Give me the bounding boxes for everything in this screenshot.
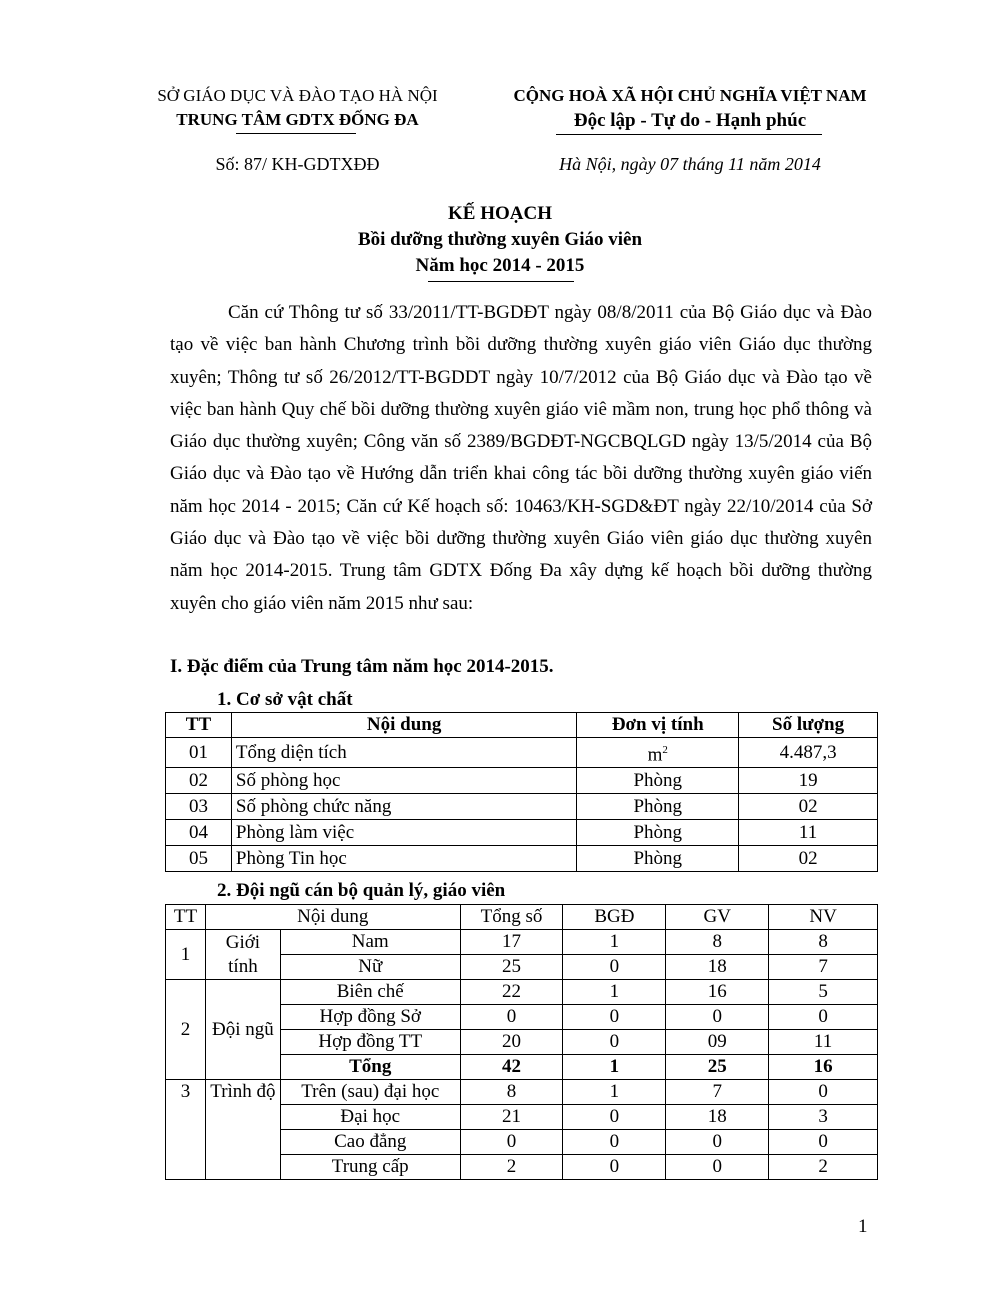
cell: 18 — [666, 1105, 769, 1130]
table-row — [166, 794, 878, 820]
intro-paragraph — [170, 297, 872, 620]
cell: 8 — [460, 1080, 563, 1105]
center-name: TRUNG TÂM GDTX ĐỐNG ĐA — [176, 110, 419, 129]
cell: Nữ — [280, 955, 460, 980]
table-header-row — [166, 713, 878, 738]
cell: 0 — [563, 1030, 666, 1055]
cell: 0 — [666, 1155, 769, 1180]
cell: 01 — [166, 738, 232, 768]
subsection-2-heading: 2. Đội ngũ cán bộ quản lý, giáo viên — [217, 880, 506, 901]
cell: 0 — [666, 1130, 769, 1155]
cell: 2 — [460, 1155, 563, 1180]
col-total: Tổng số — [460, 905, 563, 930]
cell: 25 — [666, 1055, 769, 1080]
table-row — [166, 980, 878, 1005]
cell: Trên (sau) đại học — [280, 1080, 460, 1105]
cell: Đại học — [280, 1105, 460, 1130]
cell: 04 — [166, 820, 232, 846]
group-label: Trình độ — [205, 1080, 280, 1180]
cell: 0 — [460, 1130, 563, 1155]
table-row — [166, 1080, 878, 1105]
cell — [577, 738, 739, 768]
cell: 1 — [563, 930, 666, 955]
group-label: Giới tính — [205, 930, 280, 980]
cell: Phòng — [577, 846, 739, 872]
cell: 8 — [769, 930, 878, 955]
col-quantity: Số lượng — [739, 713, 878, 738]
col-unit: Đơn vị tính — [577, 713, 739, 738]
cell: 17 — [460, 930, 563, 955]
cell: 20 — [460, 1030, 563, 1055]
table-row — [166, 820, 878, 846]
cell: Hợp đồng Sở — [280, 1005, 460, 1030]
cell: 0 — [460, 1005, 563, 1030]
cell: 0 — [563, 1130, 666, 1155]
cell: Phòng — [577, 820, 739, 846]
cell: Biên chế — [280, 980, 460, 1005]
table-row — [166, 738, 878, 768]
cell: 09 — [666, 1030, 769, 1055]
cell: Tổng — [280, 1055, 460, 1080]
cell: 18 — [666, 955, 769, 980]
col-tt: TT — [166, 905, 206, 930]
table-row — [166, 768, 878, 794]
cell: 1 — [563, 1080, 666, 1105]
country-name: CỘNG HOÀ XÃ HỘI CHỦ NGHĨA VIỆT NAM — [513, 86, 867, 105]
cell: Trung cấp — [280, 1155, 460, 1180]
cell: 11 — [769, 1030, 878, 1055]
cell: 21 — [460, 1105, 563, 1130]
subsection-1-heading: 1. Cơ sở vật chất — [217, 689, 353, 710]
staff-table — [165, 904, 878, 1180]
cell: 02 — [739, 794, 878, 820]
cell: 02 — [166, 768, 232, 794]
cell: 11 — [739, 820, 878, 846]
agency-name: SỞ GIÁO DỤC VÀ ĐÀO TẠO HÀ NỘI — [157, 86, 438, 105]
cell: 42 — [460, 1055, 563, 1080]
document-number: Số: 87/ KH-GDTXĐĐ — [215, 154, 380, 174]
cell: 16 — [666, 980, 769, 1005]
col-gv: GV — [666, 905, 769, 930]
group-number: 1 — [166, 930, 206, 980]
cell: 1 — [563, 1055, 666, 1080]
cell: 0 — [563, 1155, 666, 1180]
col-content: Nội dung — [231, 713, 576, 738]
motto-underline — [556, 134, 822, 135]
cell: 2 — [769, 1155, 878, 1180]
col-tt: TT — [166, 713, 232, 738]
col-content: Nội dung — [205, 905, 460, 930]
cell: 0 — [769, 1130, 878, 1155]
cell: 22 — [460, 980, 563, 1005]
cell: Phòng — [577, 768, 739, 794]
cell: Số phòng chức năng — [231, 794, 576, 820]
doc-title: KẾ HOẠCH — [448, 203, 552, 224]
intro-text: Căn cứ Thông tư số 33/2011/TT-BGDĐT ngày 08/8/2011 của Bộ Giáo dục và Đào tạo về việc ban hành Chương trình bồi dưỡng thường xuyên giáo viên Giáo dục thường xuyên; Thông tư số 26/2012/TT-BGDDT ngày 10/7/2012 của Bộ Giáo dục và Đào tạo về việc ban hành Quy chế bồi dưỡng thường xuyên giáo viê mầm non, trung học phổ thông và Giáo dục thường xuyên; Công văn số 2389/BGDĐT-NGCBQLGD ngày 13/5/2014 của Bộ Giáo dục và Đào tạo về Hướng dẫn triển khai công tác bồi dưỡng thường xuyên giáo viến năm học 2014 - 2015; Căn cứ Kế hoạch số: 10463/KH-SGD&ĐT ngày 22/10/2014 của Sở Giáo dục và Đào tạo về việc bồi dưỡng thường xuyên Giáo viên giáo dục thường xuyên năm học 2014-2015. Trung tâm GDTX Đống Đa xây dựng kế hoạch bồi dưỡng thường xuyên cho giáo viên năm 2015 như sau: — [170, 302, 872, 614]
cell: 0 — [563, 955, 666, 980]
cell: Phòng làm việc — [231, 820, 576, 846]
section-1-heading: I. Đặc điểm của Trung tâm năm học 2014-2015. — [170, 656, 554, 677]
unit-superscript: 2 — [662, 744, 668, 756]
cell: 4.487,3 — [739, 738, 878, 768]
motto: Độc lập - Tự do - Hạnh phúc — [573, 110, 807, 131]
col-nv: NV — [769, 905, 878, 930]
cell: 5 — [769, 980, 878, 1005]
cell: Phòng Tin học — [231, 846, 576, 872]
cell: Phòng — [577, 794, 739, 820]
center-name-underline — [236, 133, 356, 134]
cell: 0 — [769, 1080, 878, 1105]
page-number: 1 — [858, 1216, 868, 1237]
cell: Nam — [280, 930, 460, 955]
doc-year: Năm học 2014 - 2015 — [415, 255, 585, 276]
cell: 7 — [666, 1080, 769, 1105]
cell: 0 — [563, 1005, 666, 1030]
cell: 19 — [739, 768, 878, 794]
table-row — [166, 930, 878, 955]
cell: 8 — [666, 930, 769, 955]
cell: 7 — [769, 955, 878, 980]
document-date: Hà Nội, ngày 07 tháng 11 năm 2014 — [559, 154, 821, 174]
cell: Số phòng học — [231, 768, 576, 794]
table-header-row — [166, 905, 878, 930]
cell: 05 — [166, 846, 232, 872]
group-number: 3 — [166, 1080, 206, 1180]
cell: 25 — [460, 955, 563, 980]
group-label: Đội ngũ — [205, 980, 280, 1080]
cell: 3 — [769, 1105, 878, 1130]
cell: 1 — [563, 980, 666, 1005]
cell: 0 — [563, 1105, 666, 1130]
cell: 03 — [166, 794, 232, 820]
unit-text: m — [647, 744, 663, 766]
col-bgd: BGĐ — [563, 905, 666, 930]
table-row — [166, 846, 878, 872]
cell: 16 — [769, 1055, 878, 1080]
cell: 0 — [666, 1005, 769, 1030]
facilities-table — [165, 712, 878, 872]
cell: Cao đẳng — [280, 1130, 460, 1155]
cell: 02 — [739, 846, 878, 872]
group-number: 2 — [166, 980, 206, 1080]
cell: 0 — [769, 1005, 878, 1030]
cell: Tổng diện tích — [231, 738, 576, 768]
title-underline — [428, 281, 574, 282]
cell: Hợp đồng TT — [280, 1030, 460, 1055]
doc-subtitle: Bồi dưỡng thường xuyên Giáo viên — [357, 229, 643, 250]
